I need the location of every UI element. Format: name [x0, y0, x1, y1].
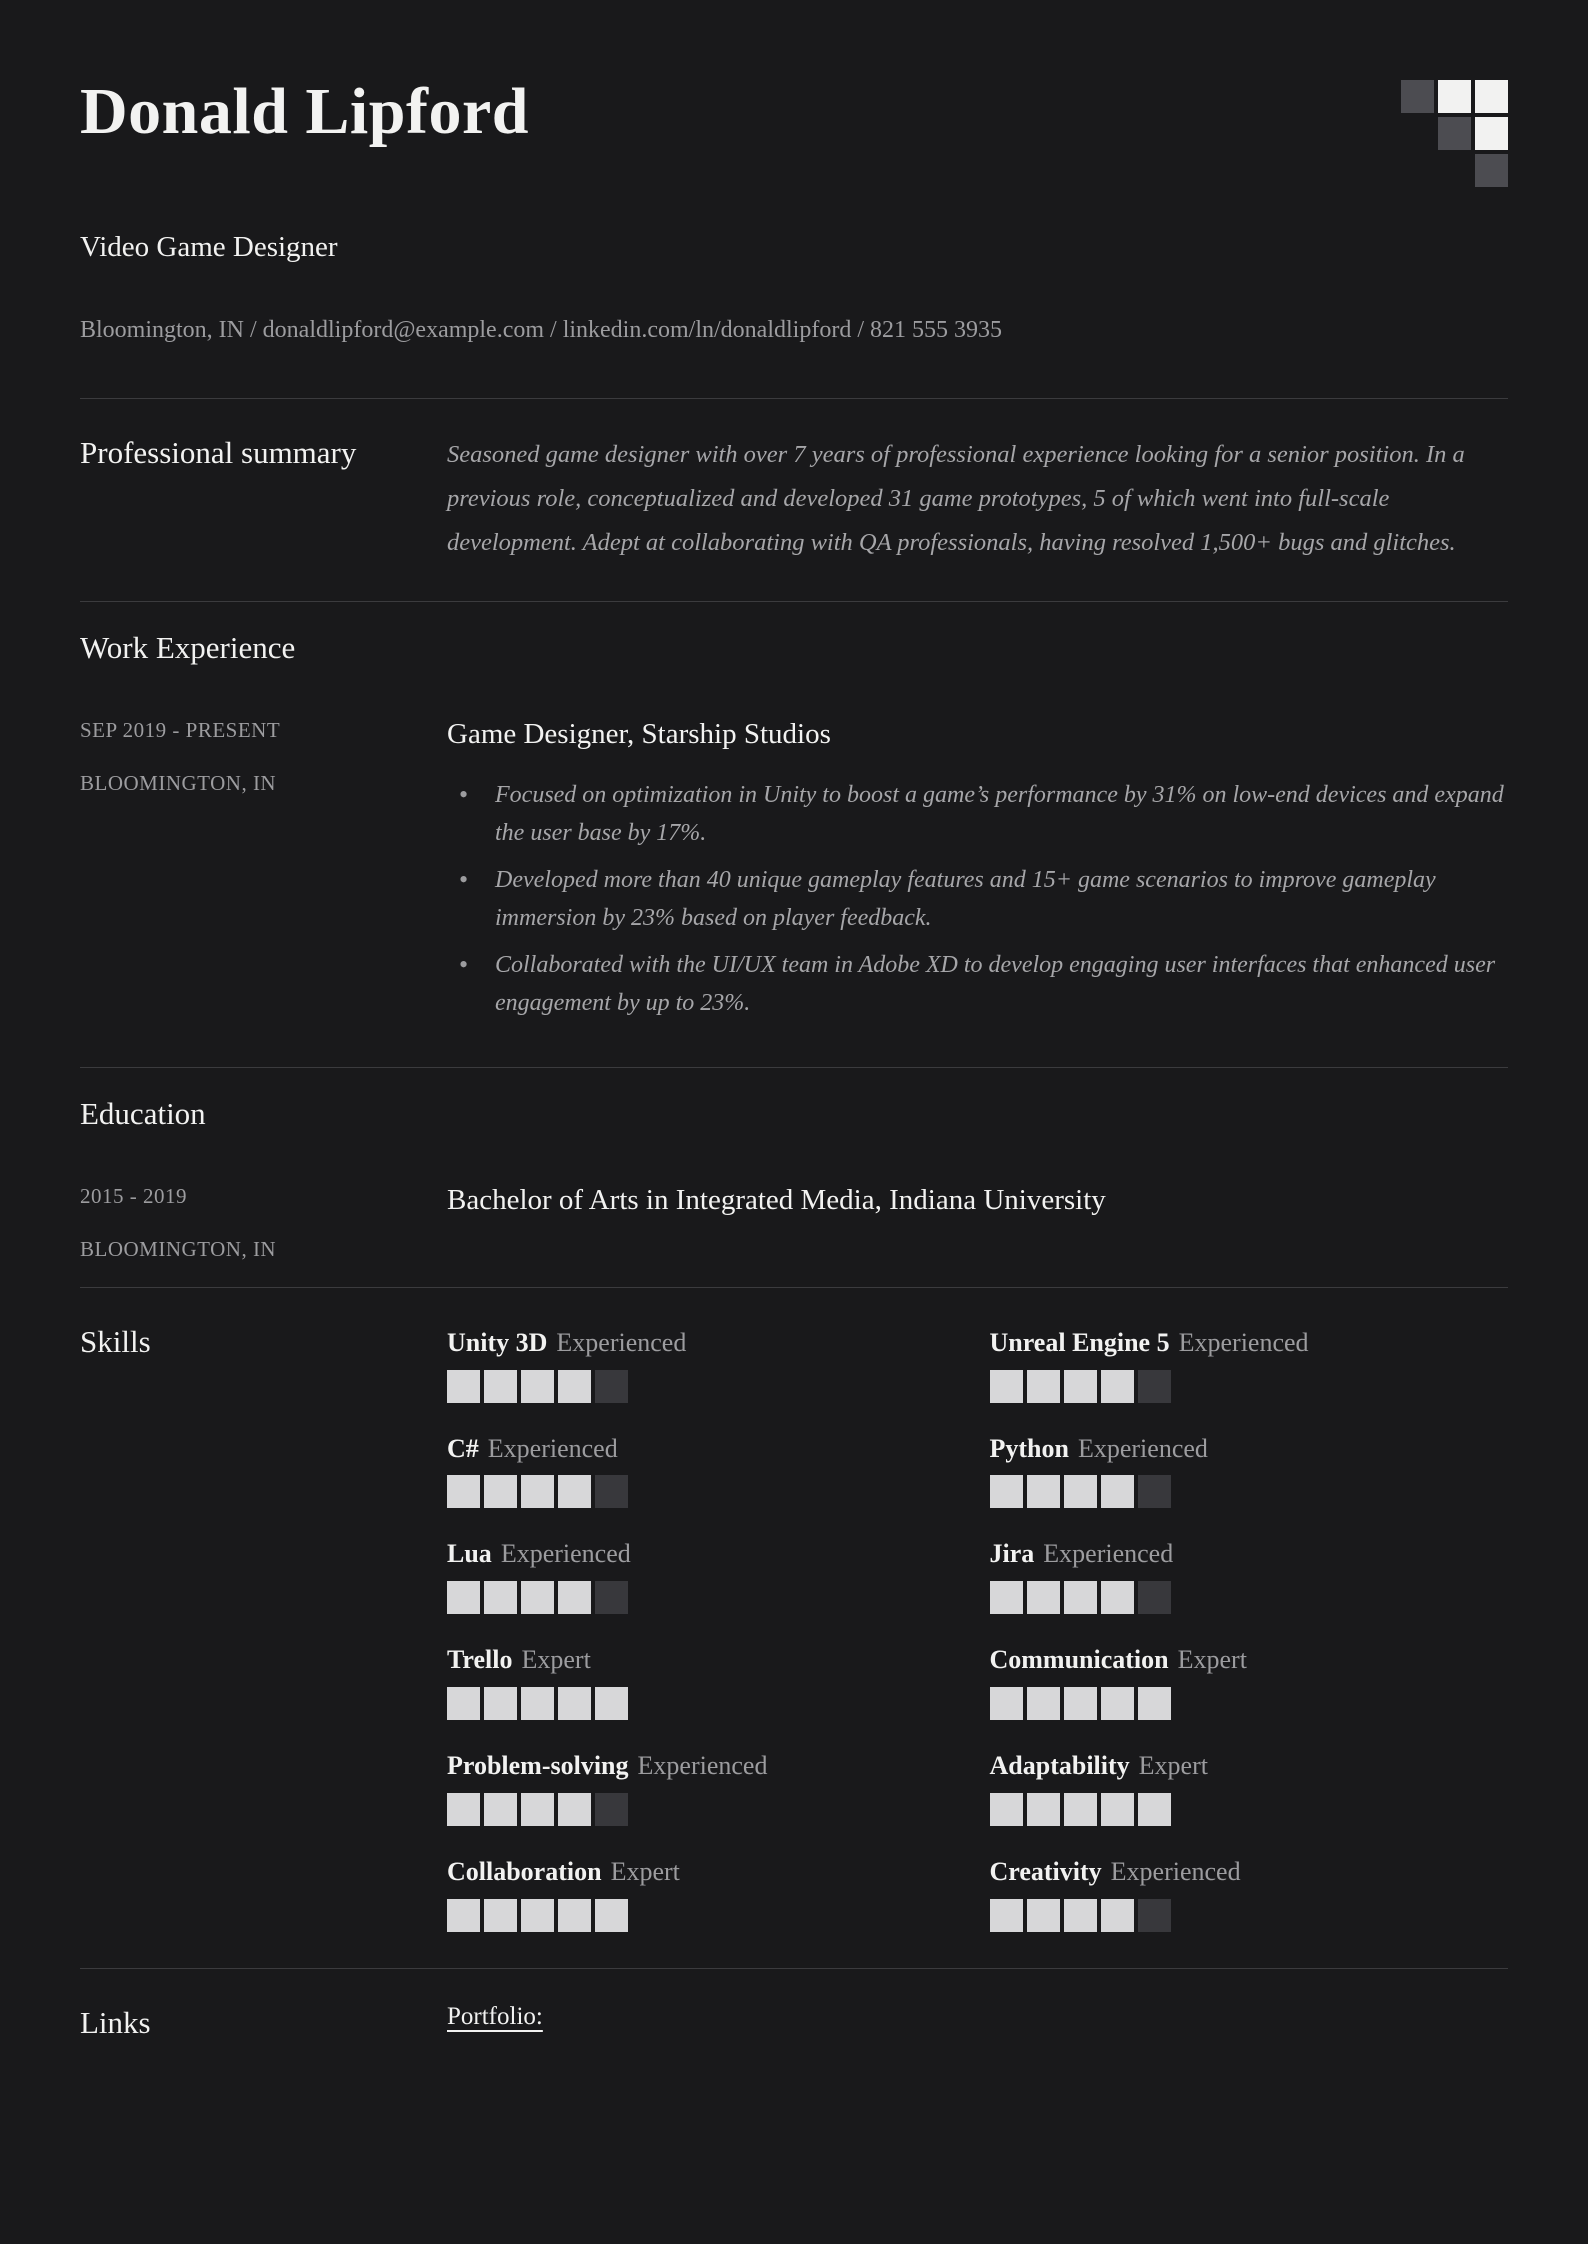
portfolio-link[interactable]: Portfolio:	[447, 2002, 543, 2030]
skill-label	[447, 1749, 966, 1783]
skill-square-filled	[558, 1899, 591, 1932]
skill-item	[990, 1749, 1509, 1826]
skill-square-empty	[595, 1793, 628, 1826]
skill-item	[990, 1326, 1509, 1403]
skill-item	[990, 1643, 1509, 1720]
skill-square-empty	[1138, 1370, 1171, 1403]
education-location: BLOOMINGTON, IN	[80, 1236, 277, 1261]
skill-square-filled	[521, 1899, 554, 1932]
skill-rating-bar	[990, 1475, 1509, 1508]
section-skills	[80, 1287, 1508, 1968]
skill-square-filled	[447, 1793, 480, 1826]
logo-cell	[1475, 80, 1508, 113]
skill-square-filled	[1027, 1581, 1060, 1614]
skill-name: Lua	[447, 1539, 492, 1569]
skill-name: C#	[447, 1433, 479, 1463]
skill-square-filled	[447, 1475, 480, 1508]
skill-item	[447, 1537, 966, 1614]
skills-grid	[447, 1326, 1508, 1932]
skill-label	[990, 1432, 1509, 1466]
logo-cell	[1438, 117, 1471, 150]
skill-label	[990, 1537, 1509, 1571]
links-heading: Links	[80, 2004, 151, 2040]
skill-square-filled	[990, 1899, 1023, 1932]
resume-header	[80, 64, 1508, 398]
skill-square-filled	[447, 1899, 480, 1932]
summary-text: Seasoned game designer with over 7 years of professional experience looking for a senior position. In a previous role, conceptualized and developed 31 game prototypes, 5 of which went into full-scale development. Adept at collaborating with QA professionals, having resolved 1,500+ bugs and glitches.	[447, 440, 1465, 556]
skill-square-filled	[1027, 1793, 1060, 1826]
skill-square-filled	[521, 1475, 554, 1508]
job-title: Video Game Designer	[80, 231, 338, 263]
skill-level: Experienced	[487, 1433, 618, 1463]
skill-rating-bar	[447, 1581, 966, 1614]
skill-square-filled	[1027, 1899, 1060, 1932]
skill-name: Communication	[989, 1645, 1169, 1675]
skill-rating-bar	[447, 1899, 966, 1932]
skill-square-filled	[990, 1793, 1023, 1826]
section-work-experience	[80, 601, 1508, 1067]
experience-job-title: Game Designer, Starship Studios	[447, 718, 831, 751]
skill-square-empty	[1138, 1581, 1171, 1614]
skill-square-filled	[1027, 1370, 1060, 1403]
skill-square-filled	[484, 1687, 517, 1720]
skill-square-filled	[484, 1581, 517, 1614]
skill-name: Trello	[447, 1645, 513, 1675]
skill-label	[447, 1326, 966, 1360]
education-degree: Bachelor of Arts in Integrated Media, Indiana University	[447, 1184, 1106, 1217]
skill-square-filled	[990, 1475, 1023, 1508]
skill-label	[990, 1749, 1509, 1783]
skill-level: Expert	[1177, 1645, 1247, 1675]
skill-rating-bar	[447, 1475, 966, 1508]
skill-item	[990, 1432, 1509, 1509]
skill-square-filled	[447, 1687, 480, 1720]
skill-name: Unreal Engine 5	[989, 1327, 1170, 1357]
skill-square-empty	[595, 1475, 628, 1508]
skill-square-filled	[484, 1370, 517, 1403]
skill-name: Problem-solving	[447, 1751, 629, 1781]
skill-square-filled	[595, 1899, 628, 1932]
skill-square-filled	[1138, 1687, 1171, 1720]
experience-location: BLOOMINGTON, IN	[80, 770, 277, 795]
skill-level: Experienced	[500, 1539, 631, 1569]
logo-cell	[1475, 154, 1508, 187]
skill-square-filled	[484, 1475, 517, 1508]
skill-square-filled	[1138, 1793, 1171, 1826]
skill-square-filled	[484, 1793, 517, 1826]
skill-level: Experienced	[1077, 1433, 1208, 1463]
logo-cell	[1438, 154, 1471, 187]
skill-rating-bar	[990, 1687, 1509, 1720]
skill-square-filled	[1101, 1581, 1134, 1614]
skill-square-filled	[558, 1370, 591, 1403]
skill-item	[447, 1432, 966, 1509]
skill-name: Python	[989, 1433, 1069, 1463]
skill-rating-bar	[990, 1581, 1509, 1614]
skill-square-filled	[1101, 1793, 1134, 1826]
experience-bullet: • Focused on optimization in Unity to boost a game’s performance by 31% on low-end devices and expand the user base by 17%.	[447, 776, 1508, 852]
skill-item	[447, 1749, 966, 1826]
skill-rating-bar	[990, 1370, 1509, 1403]
skill-level: Experienced	[556, 1327, 687, 1357]
skill-name: Collaboration	[447, 1856, 602, 1886]
skill-item	[447, 1855, 966, 1932]
skill-square-filled	[990, 1581, 1023, 1614]
skill-label	[447, 1643, 966, 1677]
skill-level: Experienced	[1110, 1856, 1241, 1886]
skill-square-filled	[1064, 1899, 1097, 1932]
education-entry-meta	[80, 1182, 447, 1263]
links-list	[447, 1995, 1508, 2051]
skill-square-filled	[521, 1793, 554, 1826]
education-dates: 2015 - 2019	[80, 1184, 187, 1209]
header-top-row	[80, 64, 1508, 187]
summary-heading: Professional summary	[80, 434, 357, 470]
person-name: Donald Lipford	[80, 75, 529, 148]
skill-square-empty	[1138, 1475, 1171, 1508]
skill-item	[990, 1537, 1509, 1614]
logo-cell	[1401, 117, 1434, 150]
logo-cell	[1475, 117, 1508, 150]
experience-heading: Work Experience	[80, 629, 296, 665]
skill-item	[447, 1643, 966, 1720]
skill-name: Adaptability	[989, 1751, 1130, 1781]
skill-rating-bar	[990, 1793, 1509, 1826]
education-entry	[447, 1182, 1508, 1263]
skill-square-filled	[521, 1370, 554, 1403]
skill-rating-bar	[990, 1899, 1509, 1932]
skill-label	[990, 1326, 1509, 1360]
skill-square-filled	[1064, 1793, 1097, 1826]
skill-square-filled	[558, 1793, 591, 1826]
skill-square-filled	[990, 1687, 1023, 1720]
skill-name: Unity 3D	[447, 1327, 548, 1357]
skill-square-filled	[595, 1687, 628, 1720]
skill-square-filled	[990, 1370, 1023, 1403]
skill-rating-bar	[447, 1793, 966, 1826]
logo-cell	[1401, 154, 1434, 187]
skill-square-filled	[1101, 1370, 1134, 1403]
skill-square-filled	[558, 1687, 591, 1720]
skill-level: Experienced	[637, 1751, 768, 1781]
skill-square-filled	[1064, 1370, 1097, 1403]
skill-square-empty	[595, 1581, 628, 1614]
skill-name: Creativity	[989, 1856, 1102, 1886]
skills-heading: Skills	[80, 1323, 151, 1359]
education-heading: Education	[80, 1095, 206, 1131]
experience-bullet: • Developed more than 40 unique gameplay features and 15+ game scenarios to improve gameplay immersion by 23% based on player feedback.	[447, 861, 1508, 937]
skill-square-filled	[1101, 1687, 1134, 1720]
experience-entry	[447, 716, 1508, 1031]
skill-square-filled	[1101, 1899, 1134, 1932]
skill-item	[990, 1855, 1509, 1932]
experience-entry-meta	[80, 716, 447, 1031]
skill-square-filled	[521, 1581, 554, 1614]
skill-label	[447, 1537, 966, 1571]
logo-cell	[1401, 80, 1434, 113]
skill-square-filled	[1101, 1475, 1134, 1508]
pixel-squares-logo-icon	[1401, 80, 1508, 187]
contact-line: Bloomington, IN / donaldlipford@example.com / linkedin.com/ln/donaldlipford / 821 555 3935	[80, 316, 1002, 343]
skill-label	[447, 1855, 966, 1889]
section-links	[80, 1968, 1508, 2087]
skill-level: Expert	[610, 1856, 680, 1886]
skill-rating-bar	[447, 1370, 966, 1403]
section-education	[80, 1067, 1508, 1287]
logo-cell	[1438, 80, 1471, 113]
skill-label	[447, 1432, 966, 1466]
skill-square-filled	[447, 1581, 480, 1614]
skill-name: Jira	[989, 1539, 1035, 1569]
skill-level: Experienced	[1043, 1539, 1174, 1569]
skill-level: Expert	[1138, 1751, 1208, 1781]
skill-level: Expert	[521, 1645, 591, 1675]
skill-square-filled	[1027, 1687, 1060, 1720]
skill-square-filled	[1064, 1581, 1097, 1614]
skill-square-filled	[1064, 1687, 1097, 1720]
skill-square-filled	[1027, 1475, 1060, 1508]
skill-square-filled	[447, 1370, 480, 1403]
skill-label	[990, 1643, 1509, 1677]
skill-square-filled	[521, 1687, 554, 1720]
skill-square-filled	[1064, 1475, 1097, 1508]
skill-item	[447, 1326, 966, 1403]
skill-square-filled	[484, 1899, 517, 1932]
skill-square-filled	[558, 1581, 591, 1614]
skill-square-filled	[558, 1475, 591, 1508]
skill-square-empty	[595, 1370, 628, 1403]
experience-bullet: • Collaborated with the UI/UX team in Adobe XD to develop engaging user interfaces that enhanced user engagement by up to 23%.	[447, 946, 1508, 1022]
skill-rating-bar	[447, 1687, 966, 1720]
experience-bullets	[447, 776, 1508, 1022]
skill-label	[990, 1855, 1509, 1889]
skill-level: Experienced	[1178, 1327, 1309, 1357]
section-professional-summary	[80, 398, 1508, 601]
skill-square-empty	[1138, 1899, 1171, 1932]
experience-dates: SEP 2019 - PRESENT	[80, 718, 281, 743]
